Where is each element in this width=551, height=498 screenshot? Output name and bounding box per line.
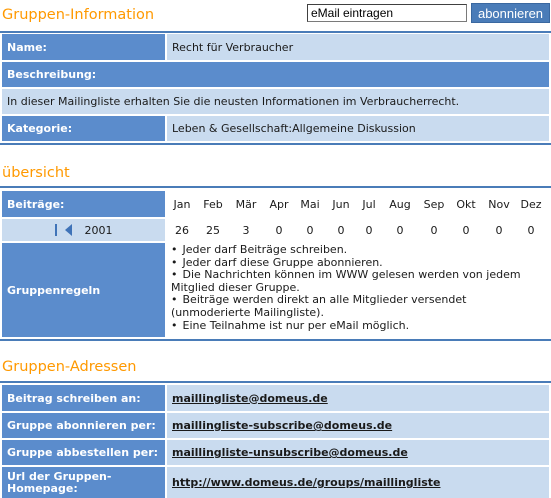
month-count[interactable]: 25 <box>206 224 220 237</box>
previous-year-icon[interactable] <box>55 224 57 236</box>
unsubscribe-address-cell <box>167 440 549 465</box>
month-count[interactable]: 3 <box>242 224 250 237</box>
post-address-link[interactable]: maillingliste@domeus.de <box>172 391 328 405</box>
month-count: 0 <box>275 224 283 237</box>
rule-item: • Jeder darf Beiträge schreiben. <box>167 244 549 257</box>
divider <box>0 186 551 188</box>
name-label: Name: <box>2 34 165 60</box>
subscribe-address-label: Gruppe abonnieren per: <box>2 413 165 438</box>
group-addresses-title: Gruppen-Adressen <box>2 359 137 375</box>
group-rules-label: Gruppenregeln <box>2 243 165 337</box>
rule-item: • Eine Teilnahme ist nur per eMail möglich. <box>167 320 549 333</box>
description-value: In dieser Mailingliste erhalten Sie die neusten Informationen im Verbraucherrecht. <box>2 89 549 114</box>
month-count: 0 <box>527 224 535 237</box>
month-label: Jul <box>362 198 376 211</box>
category-value: Leben & Gesellschaft:Allgemeine Diskussion <box>167 116 549 141</box>
month-label: Apr <box>269 198 289 211</box>
month-label: Sep <box>423 198 445 211</box>
description-label: Beschreibung: <box>2 62 549 87</box>
month-label: Mär <box>235 198 257 211</box>
overview-title: übersicht <box>2 165 70 181</box>
post-address-cell <box>167 385 549 411</box>
month-label: Nov <box>488 198 510 211</box>
month-label: Dez <box>520 198 542 211</box>
homepage-url-link[interactable]: http://www.domeus.de/groups/maillingliste <box>172 476 441 489</box>
month-count: 0 <box>495 224 503 237</box>
group-rules-list <box>167 244 549 332</box>
divider <box>0 31 551 33</box>
month-label: Feb <box>203 198 223 211</box>
subscribe-button[interactable]: abonnieren <box>471 3 550 23</box>
month-label: Okt <box>456 198 476 211</box>
homepage-url-label: Url der Gruppen-Homepage: <box>2 467 165 498</box>
post-address-label: Beitrag schreiben an: <box>2 385 165 411</box>
subscribe-address-link[interactable]: maillingliste-subscribe@domeus.de <box>172 419 393 432</box>
name-value: Recht für Verbraucher <box>167 34 549 60</box>
email-subscribe-input[interactable]: eMail eintragen <box>307 4 467 22</box>
month-count: 0 <box>430 224 438 237</box>
month-label: Jan <box>173 198 191 211</box>
divider <box>0 339 551 341</box>
month-count[interactable]: 26 <box>175 224 189 237</box>
category-label: Kategorie: <box>2 116 165 141</box>
arrow-left-icon[interactable] <box>65 224 72 236</box>
month-count: 0 <box>396 224 404 237</box>
month-label: Mai <box>300 198 320 211</box>
posts-label: Beiträge: <box>2 191 165 217</box>
unsubscribe-address-label: Gruppe abbestellen per: <box>2 440 165 465</box>
subscribe-address-cell <box>167 413 549 438</box>
rule-item: • Die Nachrichten können im WWW gelesen werden von jedem Mitglied dieser Gruppe. <box>167 269 549 294</box>
rule-item: • Beiträge werden direkt an alle Mitglieder versendet (unmoderierte Mailingliste). <box>167 294 549 319</box>
posts-year-cell <box>2 219 165 241</box>
month-count: 0 <box>306 224 314 237</box>
month-count: 0 <box>337 224 345 237</box>
group-rules-panel <box>167 243 549 337</box>
month-count: 0 <box>462 224 470 237</box>
unsubscribe-address-link[interactable]: maillingliste-unsubscribe@domeus.de <box>172 446 408 459</box>
year-label: 2001 <box>84 223 113 237</box>
divider <box>0 143 551 145</box>
divider <box>0 381 551 383</box>
month-count: 0 <box>365 224 373 237</box>
month-label: Aug <box>389 198 411 211</box>
month-label: Jun <box>332 198 350 211</box>
homepage-url-cell <box>167 467 549 498</box>
group-info-title: Gruppen-Information <box>2 7 155 23</box>
rule-item: • Jeder darf diese Gruppe abonnieren. <box>167 257 549 270</box>
